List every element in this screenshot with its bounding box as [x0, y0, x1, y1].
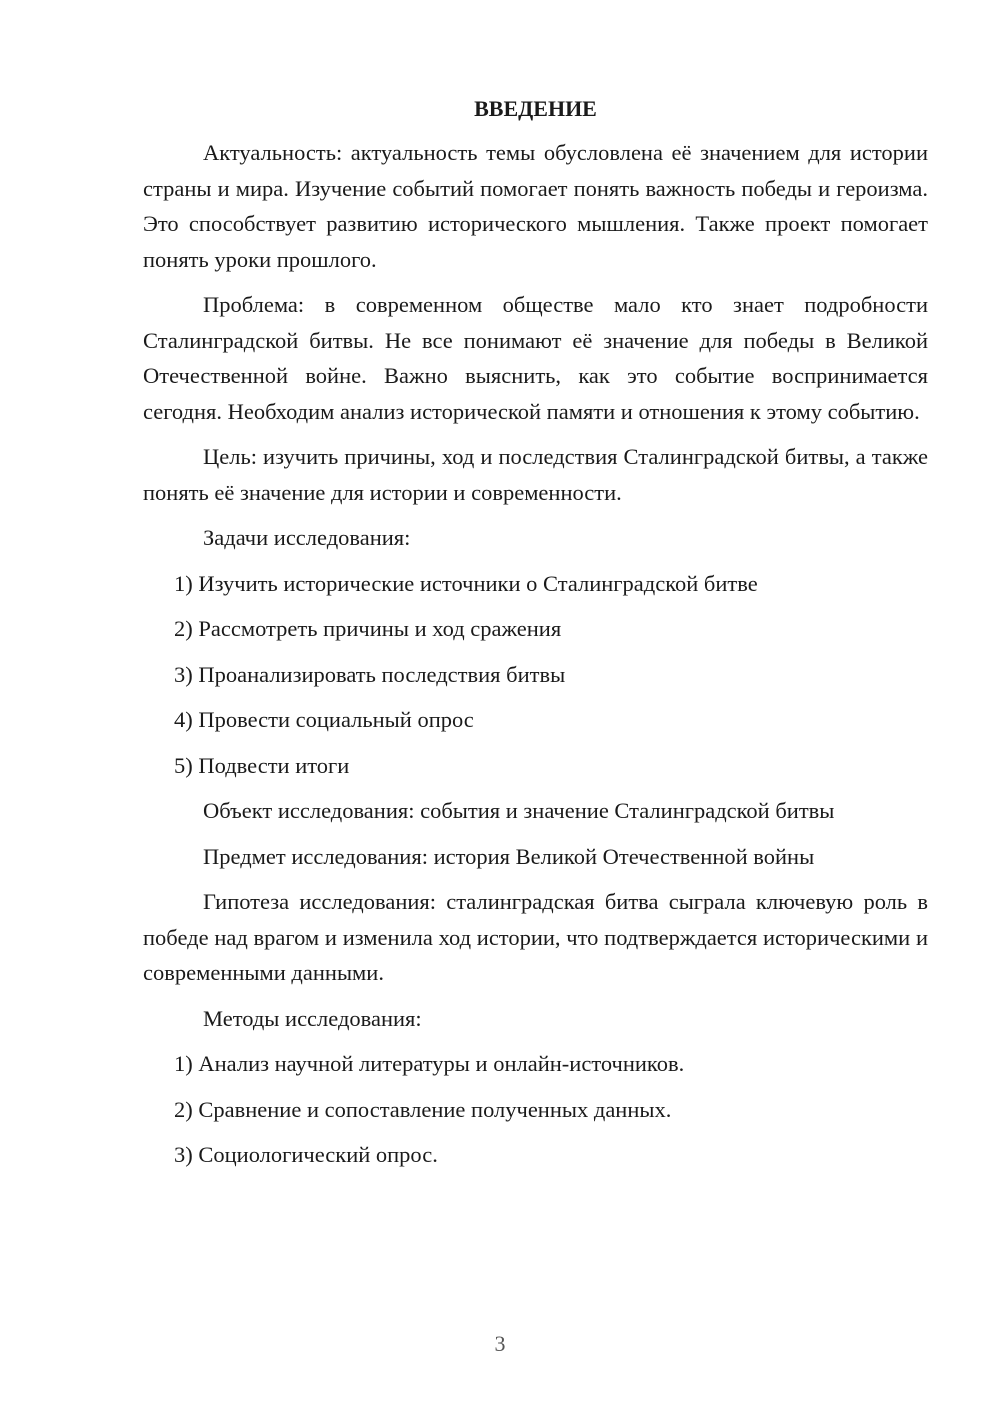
goal-paragraph: Цель: изучить причины, ход и последствия Сталинградской битвы, а также понять её значение для истории и современности.: [143, 444, 928, 505]
task-item: 5) Подвести итоги: [174, 752, 350, 778]
tasks-heading: Задачи исследования:: [203, 525, 411, 550]
method-item: 3) Социологический опрос.: [174, 1142, 438, 1167]
methods-heading: Методы исследования:: [203, 1005, 422, 1031]
document-page: [143, 94, 928, 1183]
task-item: 3) Проанализировать последствия битвы: [174, 661, 566, 687]
method-item: 2) Сравнение и сопоставление полученных данных.: [174, 1096, 672, 1122]
section-title: ВВЕДЕНИЕ: [474, 96, 597, 121]
task-item: 2) Рассмотреть причины и ход сражения: [174, 616, 562, 641]
method-item: 1) Анализ научной литературы и онлайн-источников.: [174, 1051, 685, 1076]
subject-paragraph: Предмет исследования: история Великой Отечественной войны: [203, 843, 815, 869]
relevance-paragraph: Актуальность: актуальность темы обусловлена её значением для истории страны и мира. Изучение событий помогает понять важность победы и героизма. Это способствует развитию исторического мышления. Также проект помогает понять уроки прошлого.: [143, 140, 928, 272]
page-number: 3: [494, 1331, 506, 1356]
task-item: 4) Провести социальный опрос: [174, 707, 474, 732]
task-item: 1) Изучить исторические источники о Сталинградской битве: [174, 570, 758, 596]
object-paragraph: Объект исследования: события и значение Сталинградской битвы: [203, 798, 835, 823]
hypothesis-paragraph: Гипотеза исследования: сталинградская битва сыграла ключевую роль в победе над врагом и изменила ход истории, что подтверждается историческими и современными данными.: [143, 889, 928, 985]
problem-paragraph: Проблема: в современном обществе мало кто знает подробности Сталинградской битвы. Не все понимают её значение для победы в Великой Отечественной войне. Важно выяснить, как это событие воспринимается сегодня. Необходим анализ исторической памяти и отношения к этому событию.: [143, 292, 928, 424]
